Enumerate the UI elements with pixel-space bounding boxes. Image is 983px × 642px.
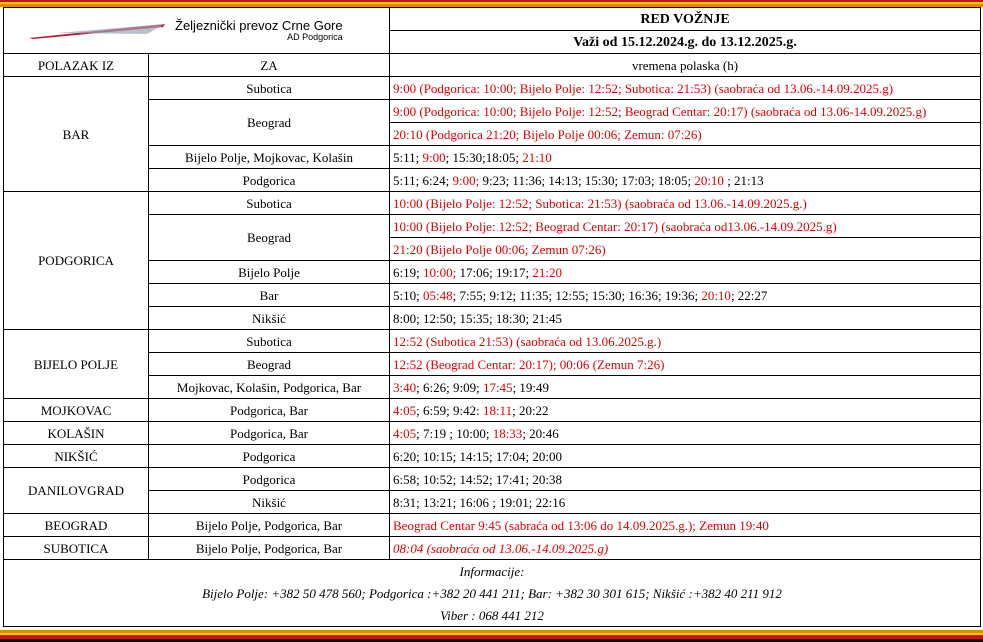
col-header-to: ZA [149, 54, 390, 77]
timetable [3, 7, 981, 627]
time-text-red: 21:20 [532, 264, 563, 280]
times-cell: 20:10 (Podgorica 21:20; Bijelo Polje 00:06; Zemun: 07:26) [390, 123, 981, 146]
top-color-stripe [0, 0, 983, 7]
validity-text: Važi od 15.12.2024.g. do 13.12.2025.g. [390, 31, 981, 54]
time-text: ; 22:27 [730, 287, 768, 303]
dest-cell: Podgorica [149, 445, 390, 468]
time-text: ; 21:13 [723, 172, 764, 188]
times-cell: 9:00 (Podgorica: 10:00; Bijelo Polje: 12:52; Beograd Centar: 20:17) (saobraća od 13.06-14.09.2025.g) [390, 100, 981, 123]
times-cell: 10:00 (Bijelo Polje: 12:52; Beograd Centar: 20:17) (saobraća od13.06.-14.09.2025.g) [390, 215, 981, 238]
dest-cell: Mojkovac, Kolašin, Podgorica, Bar [149, 376, 390, 399]
times-cell [390, 146, 981, 169]
time-text: ; 19:49 [512, 379, 550, 395]
origin-subotica: SUBOTICA [4, 537, 149, 560]
time-text-red: 20:10 [694, 172, 724, 188]
company-sub: AD Podgorica [287, 32, 343, 42]
time-text-red: 4:05 [393, 402, 417, 418]
times-cell: 08:04 (saobraća od 13.06.-14.09.2025.g) [390, 537, 981, 560]
time-text: 5:11; [393, 149, 423, 165]
time-text-red: 21:10 [522, 149, 552, 165]
time-text-red: 9:00 [422, 149, 446, 165]
time-text: ; 6:59; 9:42: [416, 402, 483, 418]
col-header-from: POLAZAK IZ [4, 54, 149, 77]
origin-bar: BAR [4, 77, 149, 192]
dest-cell: Nikšić [149, 307, 390, 330]
info-title: Informacije: [4, 560, 981, 583]
time-text: ; 7:19 ; 10:00; [416, 425, 493, 441]
dest-cell: Beograd [149, 215, 390, 261]
page-title: RED VOŽNJE [390, 8, 981, 31]
times-cell [390, 261, 981, 284]
dest-cell: Bijelo Polje, Podgorica, Bar [149, 514, 390, 537]
time-text-red: 05:48 [422, 287, 453, 303]
logo-cell [4, 8, 390, 54]
origin-beograd: BEOGRAD [4, 514, 149, 537]
times-cell: 12:52 (Beograd Centar: 20:17); 00:06 (Zemun 7:26) [390, 353, 981, 376]
times-cell: Beograd Centar 9:45 (sabraća od 13:06 do 14.09.2025.g.); Zemun 19:40 [390, 514, 981, 537]
dest-cell: Bijelo Polje, Mojkovac, Kolašin [149, 146, 390, 169]
info-phones: Bijelo Polje: +382 50 478 560; Podgorica :+382 20 441 211; Bar: +382 30 301 615; Nikšić :+382 40 211 912 [4, 582, 981, 604]
time-text-red: 20:10 [701, 287, 731, 303]
origin-danilovgrad: DANILOVGRAD [4, 468, 149, 514]
times-cell: 8:31; 13:21; 16:06 ; 19:01; 22:16 [390, 491, 981, 514]
origin-niksic: NIKŠIĆ [4, 445, 149, 468]
info-viber: Viber : 068 441 212 [4, 604, 981, 627]
times-cell: 9:00 (Podgorica: 10:00; Bijelo Polje: 12:52; Subotica: 21:53) (saobraća od 13.06.-14.09.2025.g) [390, 77, 981, 100]
dest-cell: Subotica [149, 192, 390, 215]
time-text: ; 20:46 [522, 425, 559, 441]
time-text-red: 4:05 [393, 425, 417, 441]
origin-podgorica: PODGORICA [4, 192, 149, 330]
time-text: ; 7:55; 9:12; 11:35; 12:55; 15:30; 16:36; 19:36; [452, 287, 702, 303]
origin-bijelo-polje: BIJELO POLJE [4, 330, 149, 399]
time-text: 6:19; [393, 264, 423, 280]
time-text: 5:10; [393, 287, 423, 303]
times-cell [390, 376, 981, 399]
times-cell: 12:52 (Subotica 21:53) (saobraća od 13.06.2025.g.) [390, 330, 981, 353]
times-cell: 6:20; 10:15; 14:15; 17:04; 20:00 [390, 445, 981, 468]
origin-kolasin: KOLAŠIN [4, 422, 149, 445]
dest-cell: Podgorica [149, 169, 390, 192]
time-text-red: 18:33 [492, 425, 523, 441]
dest-cell: Podgorica, Bar [149, 422, 390, 445]
bottom-color-stripe [0, 630, 983, 642]
dest-cell: Bijelo Polje, Podgorica, Bar [149, 537, 390, 560]
times-cell [390, 399, 981, 422]
dest-cell: Beograd [149, 353, 390, 376]
time-text: ; 20:22 [512, 402, 549, 418]
railway-logo-icon [27, 20, 167, 42]
origin-mojkovac: MOJKOVAC [4, 399, 149, 422]
time-text-red: 3:40 [393, 379, 417, 395]
col-header-times: vremena polaska (h) [390, 54, 981, 77]
times-cell: 8:00; 12:50; 15:35; 18:30; 21:45 [390, 307, 981, 330]
dest-cell: Nikšić [149, 491, 390, 514]
company-name: Željeznički prevoz Crne Gore [175, 18, 343, 33]
time-text-red: 9:00; [452, 172, 480, 188]
time-text: 9:23; 11:36; 14:13; 15:30; 17:03; 18:05; [479, 172, 695, 188]
time-text: ; 15:30;18:05; [445, 149, 523, 165]
company-logo-text [175, 19, 343, 42]
time-text-red: 10:00; [422, 264, 457, 280]
times-cell [390, 284, 981, 307]
times-cell [390, 422, 981, 445]
dest-cell: Bar [149, 284, 390, 307]
dest-cell: Subotica [149, 330, 390, 353]
dest-cell: Podgorica [149, 468, 390, 491]
dest-cell: Subotica [149, 77, 390, 100]
times-cell: 10:00 (Bijelo Polje: 12:52; Subotica: 21:53) (saobraća od 13.06.-14.09.2025.g.) [390, 192, 981, 215]
times-cell: 21:20 (Bijelo Polje 00:06; Zemun 07:26) [390, 238, 981, 261]
dest-cell: Podgorica, Bar [149, 399, 390, 422]
time-text: 5:11; 6:24; [393, 172, 453, 188]
times-cell: 6:58; 10:52; 14:52; 17:41; 20:38 [390, 468, 981, 491]
dest-cell: Beograd [149, 100, 390, 146]
time-text: ; 6:26; 9:09; [416, 379, 483, 395]
time-text-red: 18:11 [482, 402, 513, 418]
time-text: 17:06; 19:17; [456, 264, 533, 280]
dest-cell: Bijelo Polje [149, 261, 390, 284]
times-cell [390, 169, 981, 192]
time-text-red: 17:45 [482, 379, 513, 395]
